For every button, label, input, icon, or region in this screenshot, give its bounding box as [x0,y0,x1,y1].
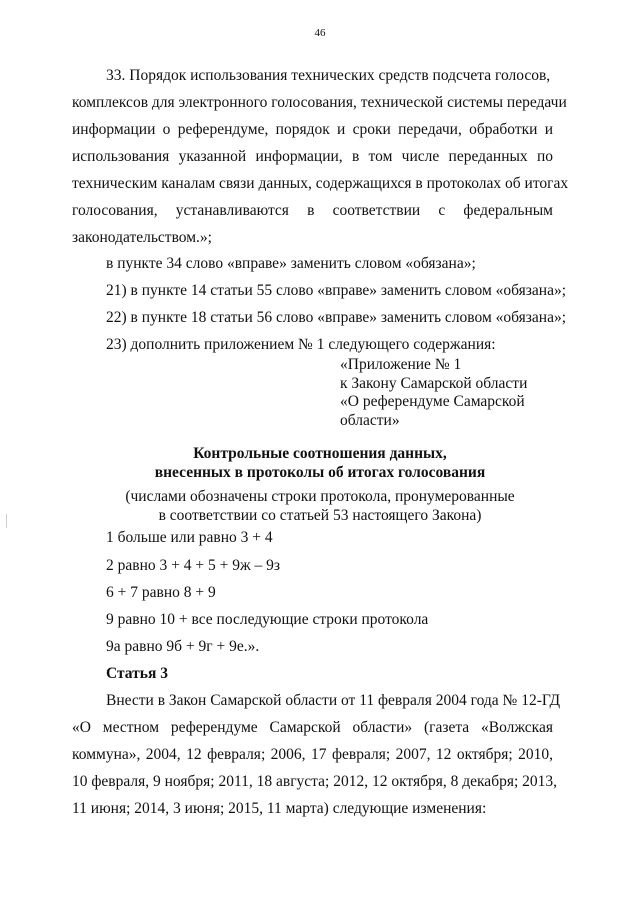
item33-line-3: информации о референдуме, порядок и сроки передачи, обработки и [72,121,553,138]
scan-margin-mark [6,514,7,528]
article3-line-4: 10 февраля, 9 ноября; 2011, 18 августа; 2012, 12 октября, 8 декабря; 2013, [72,773,558,790]
article3-line-3: коммуна», 2004, 12 февраля; 2006, 17 февраля; 2007, 12 октября; 2010, [72,746,553,763]
appendix-header-line: «Приложение № 1 [340,356,462,373]
relation-4: 9 равно 10 + все последующие строки протокола [106,611,429,628]
amendment-item-21: 21) в пункте 14 статьи 55 слово «вправе» заменить словом «обязана»; [106,282,567,299]
relation-1: 1 больше или равно 3 + 4 [106,529,273,546]
relation-2: 2 равно 3 + 4 + 5 + 9ж – 9з [106,557,281,574]
relation-5: 9а равно 9б + 9г + 9е.». [106,638,260,655]
item33-line-1: 33. Порядок использования технических средств подсчета голосов, [106,67,551,84]
amendment-item-22: 22) в пункте 18 статьи 56 слово «вправе» заменить словом «обязана»; [106,309,567,326]
article3-paragraph [72,718,558,826]
item33-line-7: законодательством.»; [72,229,212,246]
section-title [0,444,640,482]
appendix-header [340,356,527,430]
item33-line-5: техническим каналам связи данных, содержащихся в протоколах об итогах [72,175,569,192]
appendix-header-line: «О референдуме Самарской [340,393,525,410]
item33-line-2: комплексов для электронного голосования, технической системы передачи [72,94,567,111]
appendix-header-line: к Закону Самарской области [340,374,528,392]
page-number: 46 [314,27,326,39]
amendment-item-23: 23) дополнить приложением № 1 следующего содержания: [106,336,496,353]
section-subtitle-line-1: (числами обозначены строки протокола, пронумерованные [125,488,515,505]
article3-line-2: «О местном референдуме Самарской области» (газета «Волжская [72,719,553,736]
article3-line-5: 11 июня; 2014, 3 июня; 2015, 11 марта) следующие изменения: [72,800,487,817]
item33-line-6: голосования, устанавливаются в соответствии с федеральным [72,202,553,219]
item33-line-4: использования указанной информации, в том числе переданных по [72,148,553,165]
section-title-line-2: внесенных в протоколы об итогах голосования [154,464,486,481]
relation-3: 6 + 7 равно 8 + 9 [106,584,216,601]
appendix-header-line: области» [340,411,400,429]
section-subtitle [0,487,640,525]
article3-heading: Статья 3 [106,665,168,682]
section-subtitle-line-2: в соответствии со статьей 53 настоящего Закона) [158,507,482,524]
amendment-item-34: в пункте 34 слово «вправе» заменить словом «обязана»; [106,255,476,272]
section-title-line-1: Контрольные соотношения данных, [193,445,447,462]
item33-paragraph [72,93,569,255]
article3-line-1: Внести в Закон Самарской области от 11 февраля 2004 года № 12-ГД [106,692,561,709]
